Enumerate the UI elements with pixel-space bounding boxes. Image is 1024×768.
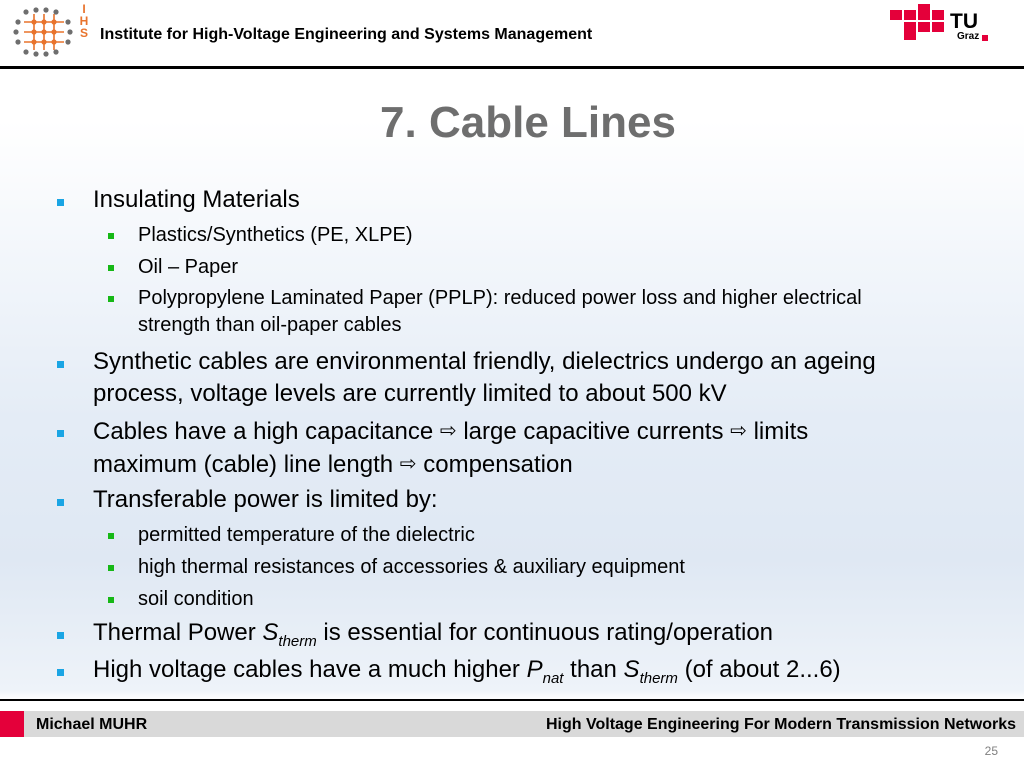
ihs-letter-i: I bbox=[82, 2, 86, 16]
bullet-text: Transferable power is limited by: bbox=[93, 486, 438, 513]
sub-bullet-marker bbox=[108, 296, 114, 302]
right-arrow-icon: ⇨ bbox=[730, 420, 747, 442]
graz-accent-square bbox=[982, 35, 988, 41]
ihs-letters bbox=[77, 3, 91, 39]
limits-text: limits bbox=[753, 418, 809, 445]
compensation-text: compensation bbox=[423, 451, 573, 478]
thermal-power-text: Thermal Power bbox=[93, 619, 256, 646]
sub-bullet-marker bbox=[108, 233, 114, 239]
right-arrow-icon: ⇨ bbox=[399, 453, 417, 475]
bullet-text: Insulating Materials bbox=[93, 186, 300, 213]
s-therm-symbol bbox=[262, 619, 317, 650]
thermal-power-rest-text: is essential for continuous rating/operation bbox=[323, 619, 774, 646]
bullet-marker bbox=[57, 499, 64, 506]
sub-bullet-text bbox=[138, 285, 988, 339]
header-divider bbox=[0, 66, 1024, 69]
capacitance-text: Cables have a high capacitance bbox=[93, 418, 434, 445]
bullet-marker bbox=[57, 632, 64, 639]
subscript-therm: therm bbox=[278, 632, 317, 650]
bullet-text bbox=[93, 346, 993, 410]
ihs-letter-h: H bbox=[79, 14, 89, 28]
sub-bullet-text: high thermal resistances of accessories & auxiliary equipment bbox=[138, 556, 685, 578]
sub-bullet-text: permitted temperature of the dielectric bbox=[138, 524, 475, 546]
ratio-text: (of about 2...6) bbox=[684, 656, 841, 683]
bullet-text bbox=[93, 415, 993, 481]
sub-bullet-marker bbox=[108, 565, 114, 571]
graz-logo-text: Graz bbox=[957, 31, 980, 42]
footer-accent-block bbox=[0, 711, 24, 737]
line-length-text: maximum (cable) line length bbox=[93, 451, 394, 478]
bullet-text bbox=[93, 654, 993, 695]
p-nat-symbol bbox=[526, 656, 564, 687]
symbol-s: S bbox=[262, 619, 279, 646]
symbol-s: S bbox=[623, 656, 640, 683]
bullet-marker bbox=[57, 669, 64, 676]
sub-bullet-text: soil condition bbox=[138, 588, 254, 610]
ihs-logo-icon bbox=[12, 6, 74, 60]
footer-author: Michael MUHR bbox=[36, 716, 148, 733]
tu-logo-text: TU bbox=[950, 10, 978, 33]
s-therm-symbol bbox=[623, 656, 678, 687]
subscript-therm: therm bbox=[639, 669, 678, 687]
symbol-p: P bbox=[526, 656, 543, 683]
bullet-text-line-1: Synthetic cables are environmental friendly, dielectrics undergo an ageing bbox=[93, 348, 876, 375]
sub-bullet-text: Plastics/Synthetics (PE, XLPE) bbox=[138, 224, 413, 246]
sub-bullet-marker bbox=[108, 597, 114, 603]
than-text: than bbox=[570, 656, 617, 683]
footer-course-title: High Voltage Engineering For Modern Transmission Networks bbox=[546, 716, 1016, 733]
institute-name: Institute for High-Voltage Engineering and Systems Management bbox=[100, 26, 593, 43]
page-number: 25 bbox=[984, 744, 998, 758]
bullet-text bbox=[93, 617, 993, 658]
slide-header bbox=[0, 0, 1024, 70]
sub-bullet-marker bbox=[108, 533, 114, 539]
ihs-letter-s: S bbox=[79, 26, 88, 40]
sub-bullet-marker bbox=[108, 265, 114, 271]
sub-bullet-text: Oil – Paper bbox=[138, 256, 239, 278]
right-arrow-icon: ⇨ bbox=[439, 420, 457, 442]
bullet-text-line-2: process, voltage levels are currently limited to about 500 kV bbox=[93, 380, 727, 407]
subscript-nat: nat bbox=[542, 669, 564, 687]
capacitive-currents-text: large capacitive currents bbox=[463, 418, 724, 445]
bullet-marker bbox=[57, 361, 64, 368]
bullet-marker bbox=[57, 199, 64, 206]
slide-title: 7. Cable Lines bbox=[380, 98, 676, 147]
bullet-marker bbox=[57, 430, 64, 437]
hv-cables-text: High voltage cables have a much higher bbox=[93, 656, 520, 683]
sub-bullet-text-line-1: Polypropylene Laminated Paper (PPLP): reduced power loss and higher electrical bbox=[138, 287, 862, 309]
sub-bullet-text-line-2: strength than oil-paper cables bbox=[138, 314, 402, 336]
footer-divider bbox=[0, 699, 1024, 701]
